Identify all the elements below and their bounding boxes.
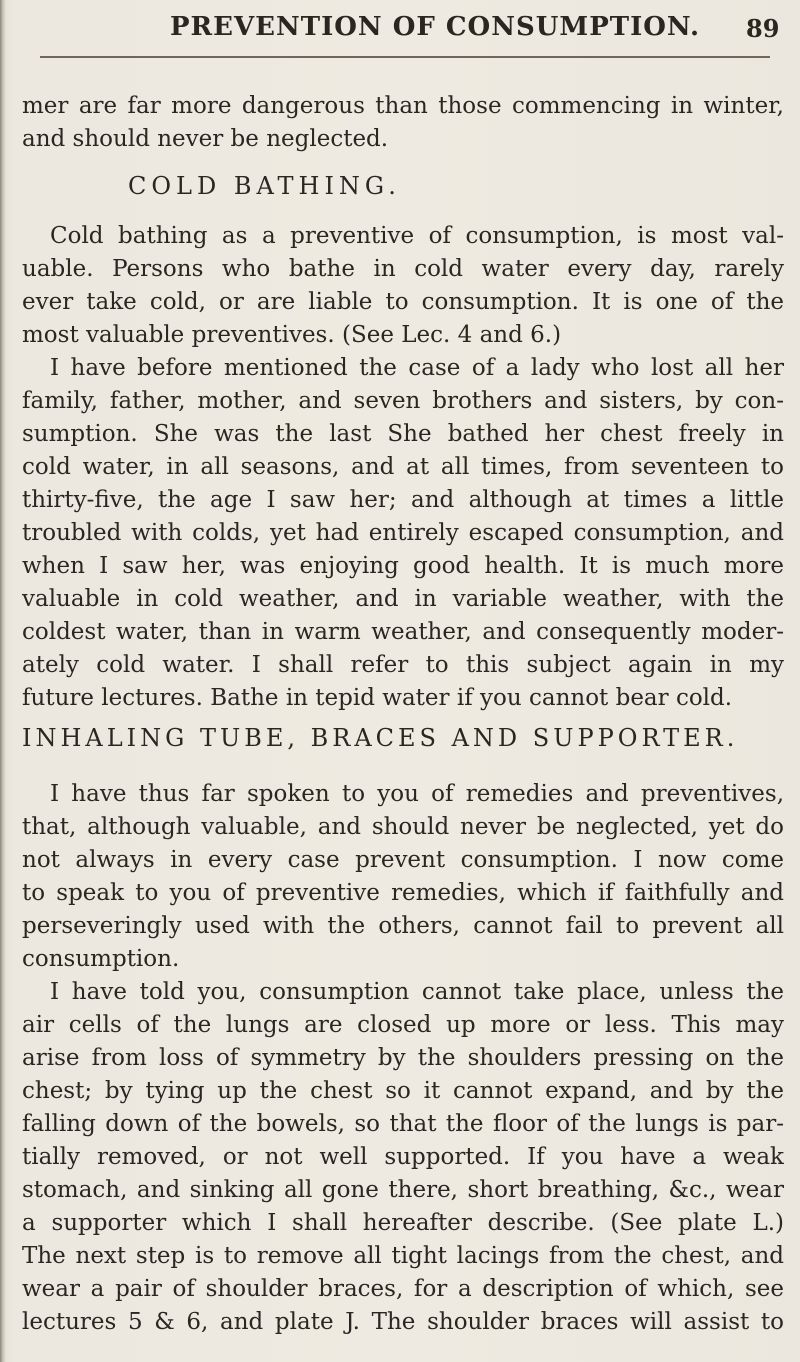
text-line: uable. Persons who bathe in cold water every day, rarely: [22, 256, 784, 282]
text-line: Cold bathing as a preventive of consumption, is most val-: [50, 223, 784, 249]
text-line: ately cold water. I shall refer to this subject again in my: [22, 652, 784, 678]
text-line: valuable in cold weather, and in variable weather, with the: [22, 586, 784, 612]
text-line: when I saw her, was enjoying good health. It is much more: [22, 553, 784, 579]
text-line: tially removed, or not well supported. If you have a weak: [22, 1144, 784, 1170]
text-line: I have thus far spoken to you of remedies and preventives,: [50, 781, 784, 807]
text-line: to speak to you of preventive remedies, which if faithfully and: [22, 880, 784, 906]
text-line: I have before mentioned the case of a lady who lost all her: [50, 355, 784, 381]
text-line: family, father, mother, and seven brothers and sisters, by con-: [22, 388, 784, 414]
text-line: chest; by tying up the chest so it cannot expand, and by the: [22, 1078, 784, 1104]
text-line: mer are far more dangerous than those commencing in winter,: [22, 93, 784, 119]
text-line: sumption. She was the last She bathed her chest freely in: [22, 421, 784, 447]
text-line: stomach, and sinking all gone there, short breathing, &c., wear: [22, 1177, 784, 1203]
section-heading-cold-bathing: COLD BATHING.: [128, 172, 401, 200]
text-line: future lectures. Bathe in tepid water if you cannot bear cold.: [22, 685, 733, 711]
text-line: I have told you, consumption cannot take place, unless the: [50, 979, 784, 1005]
text-line: arise from loss of symmetry by the shoulders pressing on the: [22, 1045, 784, 1071]
section-body-cold-bathing: [22, 220, 784, 715]
text-line: consumption.: [22, 946, 180, 972]
text-line: a supporter which I shall hereafter describe. (See plate L.): [22, 1210, 784, 1236]
text-line: ever take cold, or are liable to consumption. It is one of the: [22, 289, 784, 315]
text-line: The next step is to remove all tight lacings from the chest, and: [22, 1243, 784, 1269]
text-line: lectures 5 & 6, and plate J. The shoulder braces will assist to: [22, 1309, 784, 1335]
text-line: cold water, in all seasons, and at all times, from seventeen to: [22, 454, 784, 480]
text-line: coldest water, than in warm weather, and consequently moder-: [22, 619, 784, 645]
page-number: 89: [746, 14, 780, 43]
text-line: wear a pair of shoulder braces, for a description of which, see: [22, 1276, 784, 1302]
text-line: not always in every case prevent consumption. I now come: [22, 847, 784, 873]
running-title: PREVENTION OF CONSUMPTION.: [170, 12, 701, 42]
text-line: perseveringly used with the others, cannot fail to prevent all: [22, 913, 784, 939]
text-line: most valuable preventives. (See Lec. 4 and 6.): [22, 322, 562, 348]
paragraph-continuation: [22, 90, 784, 156]
text-line: falling down of the bowels, so that the floor of the lungs is par-: [22, 1111, 784, 1137]
text-line: troubled with colds, yet had entirely escaped consumption, and: [22, 520, 784, 546]
text-line: that, although valuable, and should never be neglected, yet do: [22, 814, 784, 840]
text-line: and should never be neglected.: [22, 126, 389, 152]
text-line: thirty-five, the age I saw her; and although at times a little: [22, 487, 784, 513]
page-edge: [0, 0, 6, 1362]
section-body-inhaling-tube: [22, 778, 784, 1339]
header-rule: [40, 56, 770, 58]
text-line: air cells of the lungs are closed up more or less. This may: [22, 1012, 784, 1038]
section-heading-inhaling-tube: INHALING TUBE, BRACES AND SUPPORTER.: [22, 724, 739, 752]
